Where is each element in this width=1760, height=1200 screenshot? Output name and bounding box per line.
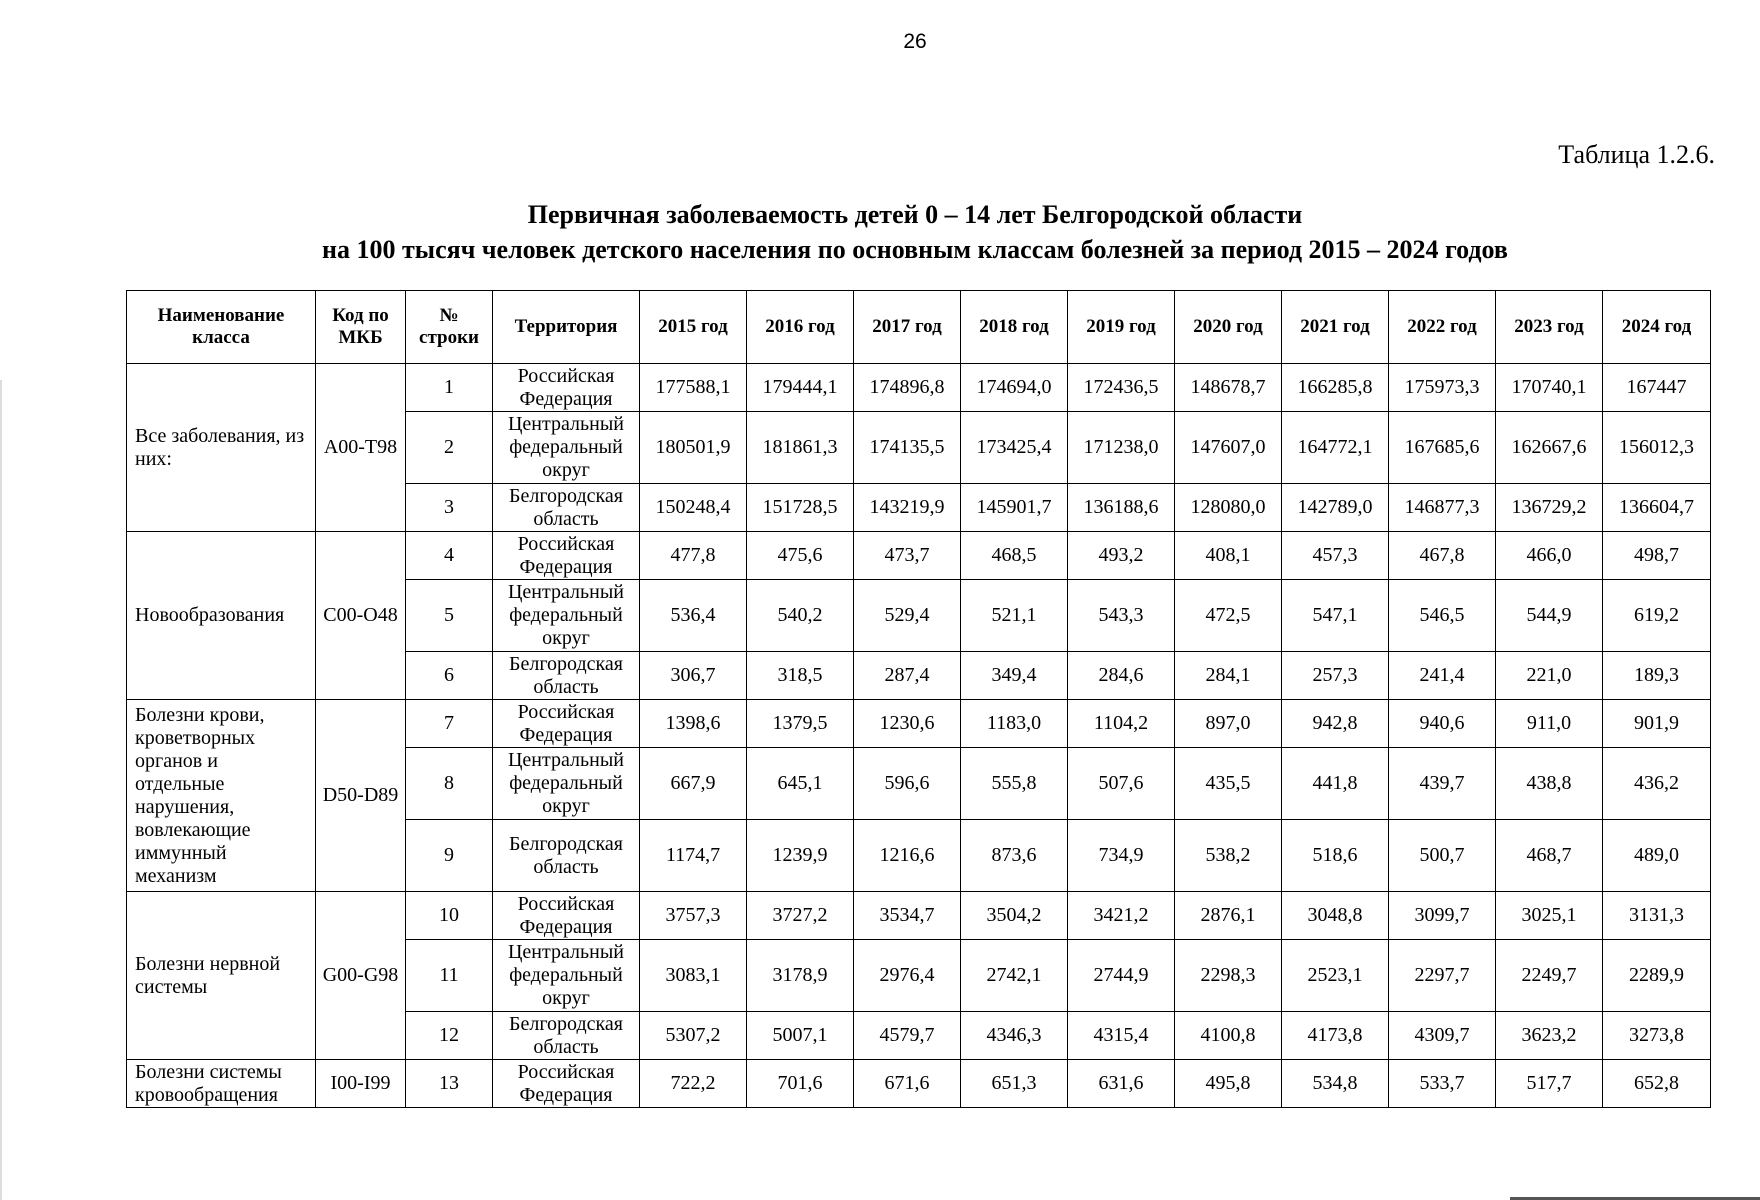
territory-cell: Российская Федерация xyxy=(493,892,640,940)
value-cell: 534,8 xyxy=(1282,1060,1389,1108)
row-number-cell: 10 xyxy=(406,892,493,940)
value-cell: 148678,7 xyxy=(1175,364,1282,412)
class-name-cell: Болезни нервной системы xyxy=(127,892,316,1060)
value-cell: 173425,4 xyxy=(961,412,1068,484)
value-cell: 136729,2 xyxy=(1496,484,1603,532)
territory-cell: Центральный федеральный округ xyxy=(493,580,640,652)
header-year-2017: 2017 год xyxy=(854,291,961,364)
value-cell: 3273,8 xyxy=(1603,1012,1711,1060)
value-cell: 517,7 xyxy=(1496,1060,1603,1108)
header-year-2015: 2015 год xyxy=(640,291,747,364)
value-cell: 897,0 xyxy=(1175,700,1282,748)
value-cell: 475,6 xyxy=(747,532,854,580)
value-cell: 146877,3 xyxy=(1389,484,1496,532)
row-number-cell: 6 xyxy=(406,652,493,700)
class-name-cell: Болезни системы кровообращения xyxy=(127,1060,316,1108)
value-cell: 435,5 xyxy=(1175,748,1282,820)
value-cell: 701,6 xyxy=(747,1060,854,1108)
value-cell: 473,7 xyxy=(854,532,961,580)
header-year-2024: 2024 год xyxy=(1603,291,1711,364)
value-cell: 901,9 xyxy=(1603,700,1711,748)
value-cell: 477,8 xyxy=(640,532,747,580)
table-row xyxy=(127,532,1711,580)
value-cell: 180501,9 xyxy=(640,412,747,484)
table-row xyxy=(127,700,1711,748)
value-cell: 257,3 xyxy=(1282,652,1389,700)
territory-cell: Российская Федерация xyxy=(493,1060,640,1108)
row-number-cell: 8 xyxy=(406,748,493,820)
value-cell: 179444,1 xyxy=(747,364,854,412)
value-cell: 942,8 xyxy=(1282,700,1389,748)
value-cell: 136604,7 xyxy=(1603,484,1711,532)
value-cell: 466,0 xyxy=(1496,532,1603,580)
value-cell: 3083,1 xyxy=(640,940,747,1012)
header-icd-code: Код по МКБ xyxy=(316,291,406,364)
value-cell: 136188,6 xyxy=(1068,484,1175,532)
value-cell: 166285,8 xyxy=(1282,364,1389,412)
value-cell: 533,7 xyxy=(1389,1060,1496,1108)
territory-cell: Центральный федеральный округ xyxy=(493,412,640,484)
territory-cell: Белгородская область xyxy=(493,484,640,532)
value-cell: 498,7 xyxy=(1603,532,1711,580)
header-year-2022: 2022 год xyxy=(1389,291,1496,364)
value-cell: 489,0 xyxy=(1603,820,1711,892)
value-cell: 671,6 xyxy=(854,1060,961,1108)
territory-cell: Белгородская область xyxy=(493,1012,640,1060)
value-cell: 164772,1 xyxy=(1282,412,1389,484)
value-cell: 538,2 xyxy=(1175,820,1282,892)
table-row xyxy=(127,1060,1711,1108)
value-cell: 4346,3 xyxy=(961,1012,1068,1060)
value-cell: 174694,0 xyxy=(961,364,1068,412)
icd-code-cell: I00-I99 xyxy=(316,1060,406,1108)
territory-cell: Российская Федерация xyxy=(493,532,640,580)
value-cell: 911,0 xyxy=(1496,700,1603,748)
value-cell: 172436,5 xyxy=(1068,364,1175,412)
value-cell: 457,3 xyxy=(1282,532,1389,580)
value-cell: 3727,2 xyxy=(747,892,854,940)
value-cell: 544,9 xyxy=(1496,580,1603,652)
territory-cell: Центральный федеральный округ xyxy=(493,748,640,820)
value-cell: 619,2 xyxy=(1603,580,1711,652)
territory-cell: Белгородская область xyxy=(493,820,640,892)
value-cell: 349,4 xyxy=(961,652,1068,700)
value-cell: 221,0 xyxy=(1496,652,1603,700)
value-cell: 1216,6 xyxy=(854,820,961,892)
value-cell: 518,6 xyxy=(1282,820,1389,892)
row-number-cell: 1 xyxy=(406,364,493,412)
value-cell: 241,4 xyxy=(1389,652,1496,700)
row-number-cell: 5 xyxy=(406,580,493,652)
value-cell: 170740,1 xyxy=(1496,364,1603,412)
row-number-cell: 4 xyxy=(406,532,493,580)
value-cell: 2744,9 xyxy=(1068,940,1175,1012)
header-row-number: № строки xyxy=(406,291,493,364)
value-cell: 4315,4 xyxy=(1068,1012,1175,1060)
page-number: 26 xyxy=(903,30,927,53)
value-cell: 651,3 xyxy=(961,1060,1068,1108)
value-cell: 2523,1 xyxy=(1282,940,1389,1012)
header-year-2019: 2019 год xyxy=(1068,291,1175,364)
value-cell: 631,6 xyxy=(1068,1060,1175,1108)
value-cell: 507,6 xyxy=(1068,748,1175,820)
value-cell: 439,7 xyxy=(1389,748,1496,820)
header-year-2023: 2023 год xyxy=(1496,291,1603,364)
value-cell: 4173,8 xyxy=(1282,1012,1389,1060)
value-cell: 4579,7 xyxy=(854,1012,961,1060)
row-number-cell: 12 xyxy=(406,1012,493,1060)
value-cell: 3131,3 xyxy=(1603,892,1711,940)
territory-cell: Российская Федерация xyxy=(493,700,640,748)
value-cell: 536,4 xyxy=(640,580,747,652)
value-cell: 2297,7 xyxy=(1389,940,1496,1012)
value-cell: 162667,6 xyxy=(1496,412,1603,484)
value-cell: 174135,5 xyxy=(854,412,961,484)
value-cell: 3178,9 xyxy=(747,940,854,1012)
value-cell: 438,8 xyxy=(1496,748,1603,820)
value-cell: 2742,1 xyxy=(961,940,1068,1012)
value-cell: 2289,9 xyxy=(1603,940,1711,1012)
value-cell: 5307,2 xyxy=(640,1012,747,1060)
value-cell: 3099,7 xyxy=(1389,892,1496,940)
row-number-cell: 11 xyxy=(406,940,493,1012)
value-cell: 3757,3 xyxy=(640,892,747,940)
class-name-cell: Болезни крови, кроветворных органов и отдельные нарушения, вовлекающие иммунный механизм xyxy=(127,700,316,892)
row-number-cell: 2 xyxy=(406,412,493,484)
value-cell: 147607,0 xyxy=(1175,412,1282,484)
header-year-2020: 2020 год xyxy=(1175,291,1282,364)
value-cell: 3025,1 xyxy=(1496,892,1603,940)
value-cell: 546,5 xyxy=(1389,580,1496,652)
value-cell: 2876,1 xyxy=(1175,892,1282,940)
value-cell: 472,5 xyxy=(1175,580,1282,652)
icd-code-cell: G00-G98 xyxy=(316,892,406,1060)
table-row xyxy=(127,364,1711,412)
value-cell: 156012,3 xyxy=(1603,412,1711,484)
value-cell: 189,3 xyxy=(1603,652,1711,700)
value-cell: 177588,1 xyxy=(640,364,747,412)
value-cell: 174896,8 xyxy=(854,364,961,412)
value-cell: 2976,4 xyxy=(854,940,961,1012)
value-cell: 722,2 xyxy=(640,1060,747,1108)
value-cell: 284,1 xyxy=(1175,652,1282,700)
value-cell: 4100,8 xyxy=(1175,1012,1282,1060)
value-cell: 318,5 xyxy=(747,652,854,700)
header-row xyxy=(127,291,1711,364)
value-cell: 645,1 xyxy=(747,748,854,820)
value-cell: 128080,0 xyxy=(1175,484,1282,532)
value-cell: 150248,4 xyxy=(640,484,747,532)
value-cell: 143219,9 xyxy=(854,484,961,532)
territory-cell: Российская Федерация xyxy=(493,364,640,412)
header-territory: Территория xyxy=(493,291,640,364)
value-cell: 467,8 xyxy=(1389,532,1496,580)
value-cell: 468,7 xyxy=(1496,820,1603,892)
value-cell: 529,4 xyxy=(854,580,961,652)
value-cell: 181861,3 xyxy=(747,412,854,484)
header-year-2021: 2021 год xyxy=(1282,291,1389,364)
header-class-name: Наименование класса xyxy=(127,291,316,364)
table-row xyxy=(127,892,1711,940)
value-cell: 652,8 xyxy=(1603,1060,1711,1108)
value-cell: 1104,2 xyxy=(1068,700,1175,748)
table-label: Таблица 1.2.6. xyxy=(1558,140,1715,169)
value-cell: 408,1 xyxy=(1175,532,1282,580)
value-cell: 500,7 xyxy=(1389,820,1496,892)
header-year-2018: 2018 год xyxy=(961,291,1068,364)
value-cell: 3048,8 xyxy=(1282,892,1389,940)
value-cell: 3534,7 xyxy=(854,892,961,940)
morbidity-table xyxy=(126,290,1711,1108)
value-cell: 555,8 xyxy=(961,748,1068,820)
value-cell: 667,9 xyxy=(640,748,747,820)
title-line-1: Первичная заболеваемость детей 0 – 14 лет Белгородской области xyxy=(527,200,1303,229)
value-cell: 1239,9 xyxy=(747,820,854,892)
value-cell: 145901,7 xyxy=(961,484,1068,532)
value-cell: 940,6 xyxy=(1389,700,1496,748)
value-cell: 1183,0 xyxy=(961,700,1068,748)
table-body xyxy=(127,364,1711,1108)
value-cell: 3504,2 xyxy=(961,892,1068,940)
title-line-2: на 100 тысяч человек детского населения по основным классам болезней за период 2015 – 2024 годов xyxy=(322,235,1508,264)
class-name-cell: Все заболевания, из них: xyxy=(127,364,316,532)
value-cell: 171238,0 xyxy=(1068,412,1175,484)
value-cell: 1398,6 xyxy=(640,700,747,748)
value-cell: 734,9 xyxy=(1068,820,1175,892)
value-cell: 142789,0 xyxy=(1282,484,1389,532)
value-cell: 1174,7 xyxy=(640,820,747,892)
value-cell: 441,8 xyxy=(1282,748,1389,820)
value-cell: 3421,2 xyxy=(1068,892,1175,940)
row-number-cell: 7 xyxy=(406,700,493,748)
icd-code-cell: A00-T98 xyxy=(316,364,406,532)
value-cell: 493,2 xyxy=(1068,532,1175,580)
value-cell: 543,3 xyxy=(1068,580,1175,652)
value-cell: 2249,7 xyxy=(1496,940,1603,1012)
value-cell: 468,5 xyxy=(961,532,1068,580)
value-cell: 175973,3 xyxy=(1389,364,1496,412)
icd-code-cell: C00-O48 xyxy=(316,532,406,700)
row-number-cell: 9 xyxy=(406,820,493,892)
value-cell: 4309,7 xyxy=(1389,1012,1496,1060)
value-cell: 1379,5 xyxy=(747,700,854,748)
value-cell: 287,4 xyxy=(854,652,961,700)
value-cell: 284,6 xyxy=(1068,652,1175,700)
value-cell: 2298,3 xyxy=(1175,940,1282,1012)
value-cell: 5007,1 xyxy=(747,1012,854,1060)
value-cell: 495,8 xyxy=(1175,1060,1282,1108)
value-cell: 306,7 xyxy=(640,652,747,700)
header-year-2016: 2016 год xyxy=(747,291,854,364)
value-cell: 167685,6 xyxy=(1389,412,1496,484)
value-cell: 540,2 xyxy=(747,580,854,652)
class-name-cell: Новообразования xyxy=(127,532,316,700)
scan-edge-line xyxy=(0,380,2,1200)
value-cell: 873,6 xyxy=(961,820,1068,892)
value-cell: 3623,2 xyxy=(1496,1012,1603,1060)
icd-code-cell: D50-D89 xyxy=(316,700,406,892)
value-cell: 1230,6 xyxy=(854,700,961,748)
value-cell: 436,2 xyxy=(1603,748,1711,820)
value-cell: 596,6 xyxy=(854,748,961,820)
value-cell: 167447 xyxy=(1603,364,1711,412)
territory-cell: Белгородская область xyxy=(493,652,640,700)
territory-cell: Центральный федеральный округ xyxy=(493,940,640,1012)
value-cell: 151728,5 xyxy=(747,484,854,532)
value-cell: 547,1 xyxy=(1282,580,1389,652)
value-cell: 521,1 xyxy=(961,580,1068,652)
document-title xyxy=(0,197,1760,267)
row-number-cell: 3 xyxy=(406,484,493,532)
row-number-cell: 13 xyxy=(406,1060,493,1108)
